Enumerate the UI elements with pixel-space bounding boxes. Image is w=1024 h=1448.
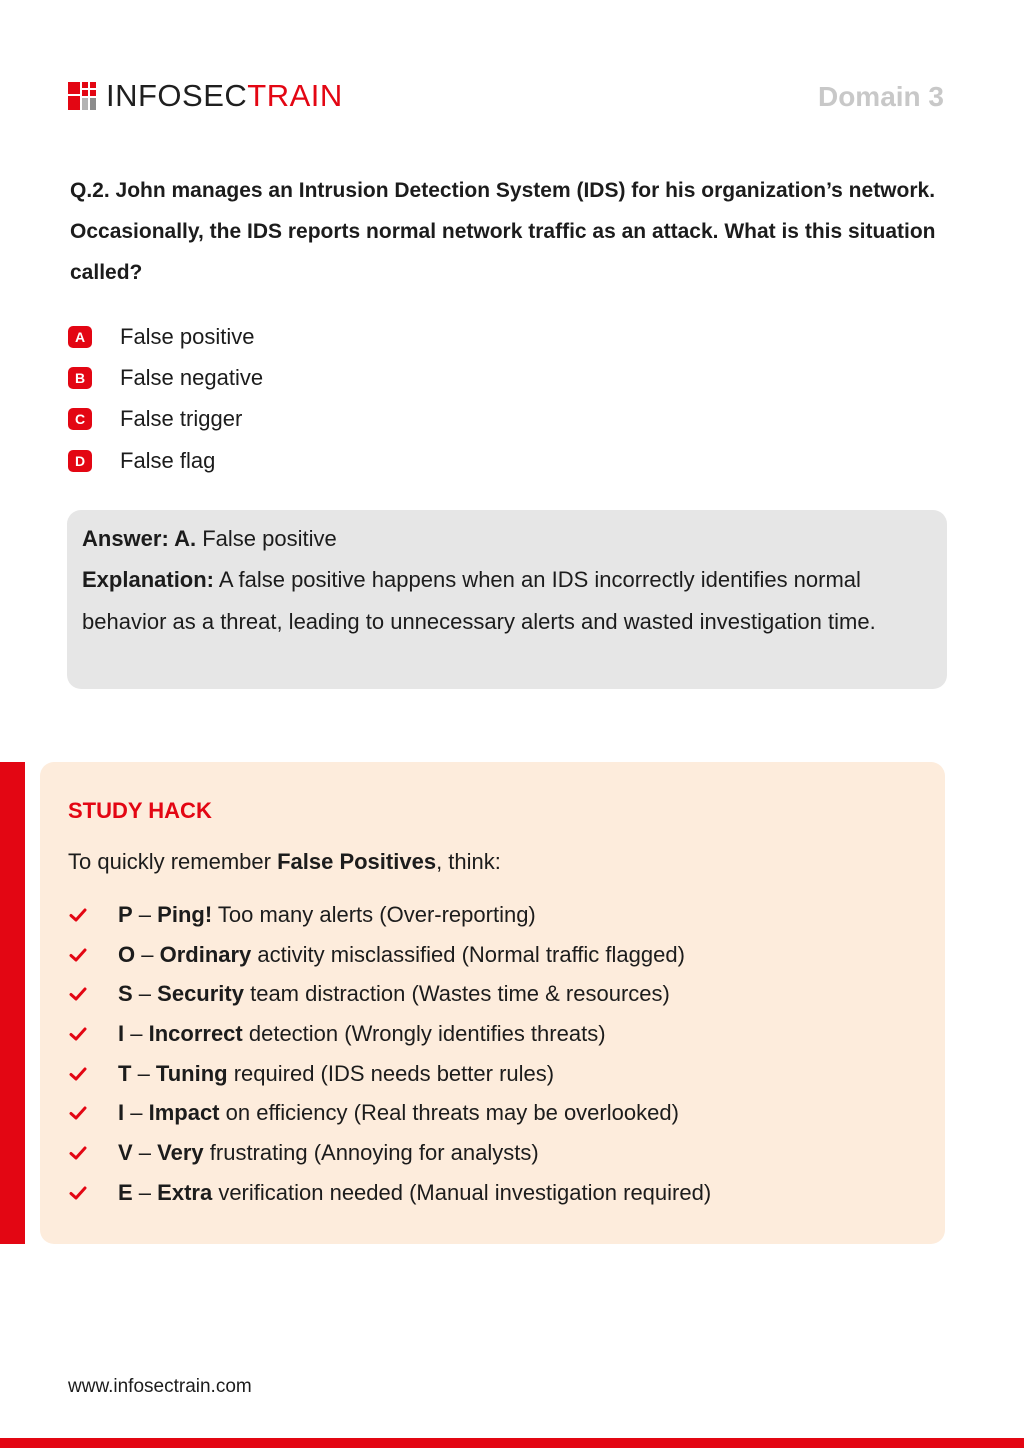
answer-panel [67,510,947,689]
mnemonic-description: detection (Wrongly identifies threats) [242,1020,606,1046]
study-hack-intro [68,849,501,875]
mnemonic-word: Very [157,1139,204,1165]
mnemonic-text [118,942,685,968]
check-icon [68,984,88,1004]
mnemonic-description: team distraction (Wastes time & resources) [243,981,670,1007]
mnemonic-letter: I [118,1100,125,1126]
logo-text-train: TRAIN [247,78,343,113]
option-a[interactable] [68,316,263,357]
explanation-prefix: Explanation: [82,567,215,593]
check-icon [68,1103,88,1123]
mnemonic-description: Too many alerts (Over-reporting) [212,901,536,927]
option-label: False positive [120,323,255,349]
mnemonic-dash: – [135,941,160,967]
check-icon [68,1183,88,1203]
mnemonic-letter: O [118,941,136,967]
check-icon [68,1143,88,1163]
mnemonic-word: Extra [157,1179,213,1205]
mnemonic-word: Tuning [155,1060,228,1086]
logo-grid-icon [68,82,96,110]
option-label: False trigger [120,406,243,432]
answer-line [82,518,912,559]
mnemonic-dash: – [124,1100,149,1126]
study-hack-item [68,1014,711,1054]
study-hack-item [68,1133,711,1173]
explanation [82,559,912,642]
check-icon [68,945,88,965]
mnemonic-word: Impact [148,1100,220,1126]
option-letter-badge: D [68,450,92,472]
mnemonic-word: Incorrect [148,1020,243,1046]
mnemonic-description: on efficiency (Real threats may be overlooked) [219,1100,679,1126]
mnemonic-word: Security [157,981,244,1007]
mnemonic-word: Ping! [157,901,213,927]
mnemonic-description: required (IDS needs better rules) [227,1060,555,1086]
answer-value: False positive [196,526,337,551]
mnemonic-description: frustrating (Annoying for analysts) [203,1139,539,1165]
logo-wordmark [106,80,343,111]
mnemonic-letter: P [118,901,133,927]
study-hack-item [68,974,711,1014]
mnemonic-text [118,1180,711,1206]
mnemonic-dash: – [124,1020,149,1046]
side-accent-bar [0,762,25,1244]
bottom-accent-bar [0,1438,1024,1448]
check-icon [68,1064,88,1084]
mnemonic-word: Ordinary [159,941,252,967]
study-hack-item [68,1054,711,1094]
option-d[interactable] [68,440,263,481]
intro-text: To quickly remember [68,849,278,874]
study-hack-list [68,895,711,1213]
study-hack-panel [40,762,945,1244]
mnemonic-text [118,1061,554,1087]
option-b[interactable] [68,357,263,398]
mnemonic-letter: I [118,1020,125,1046]
study-hack-item [68,1093,711,1133]
option-label: False flag [120,447,216,473]
option-letter-badge: C [68,408,92,430]
mnemonic-text [118,902,536,928]
study-hack-item [68,935,711,975]
check-icon [68,905,88,925]
mnemonic-description: activity misclassified (Normal traffic flagged) [251,941,685,967]
mnemonic-text [118,1021,606,1047]
mnemonic-letter: E [118,1179,133,1205]
logo-text-infosec: INFOSEC [106,78,248,113]
mnemonic-letter: S [118,981,133,1007]
mnemonic-dash: – [132,1179,158,1205]
mnemonic-description: verification needed (Manual investigation required) [212,1179,712,1205]
intro-bold: False Positives [277,849,437,874]
mnemonic-dash: – [131,1060,156,1086]
answer-content [82,518,912,642]
option-letter-badge: B [68,367,92,389]
mnemonic-letter: V [118,1139,133,1165]
mnemonic-text [118,1140,539,1166]
mnemonic-text [118,1100,679,1126]
mnemonic-dash: – [132,901,158,927]
question-text: Q.2. John manages an Intrusion Detection System (IDS) for his organization’s network. Occasionally, the IDS reports normal network traffic as an attack. What is this situation called? [70,179,936,284]
option-c[interactable] [68,399,263,440]
page-header [68,76,944,116]
mnemonic-dash: – [132,981,158,1007]
answer-prefix: Answer: A. [82,526,197,551]
study-hack-item [68,1173,711,1213]
option-label: False negative [120,364,264,390]
footer-url: www.infosectrain.com [68,1376,252,1397]
mnemonic-dash: – [132,1139,158,1165]
infosectrain-logo [68,80,343,111]
mnemonic-text [118,981,670,1007]
option-letter-badge: A [68,326,92,348]
study-hack-item [68,895,711,935]
explanation-text: A false positive happens when an IDS incorrectly identifies normal behavior as a threat, leading to unnecessary alerts and wasted investigation time. [82,567,876,634]
domain-label: Domain 3 [817,81,944,112]
study-hack-title: STUDY HACK [68,798,212,823]
answer-options [68,316,263,481]
intro-tail: , think: [436,849,501,874]
check-icon [68,1024,88,1044]
mnemonic-letter: T [118,1060,132,1086]
